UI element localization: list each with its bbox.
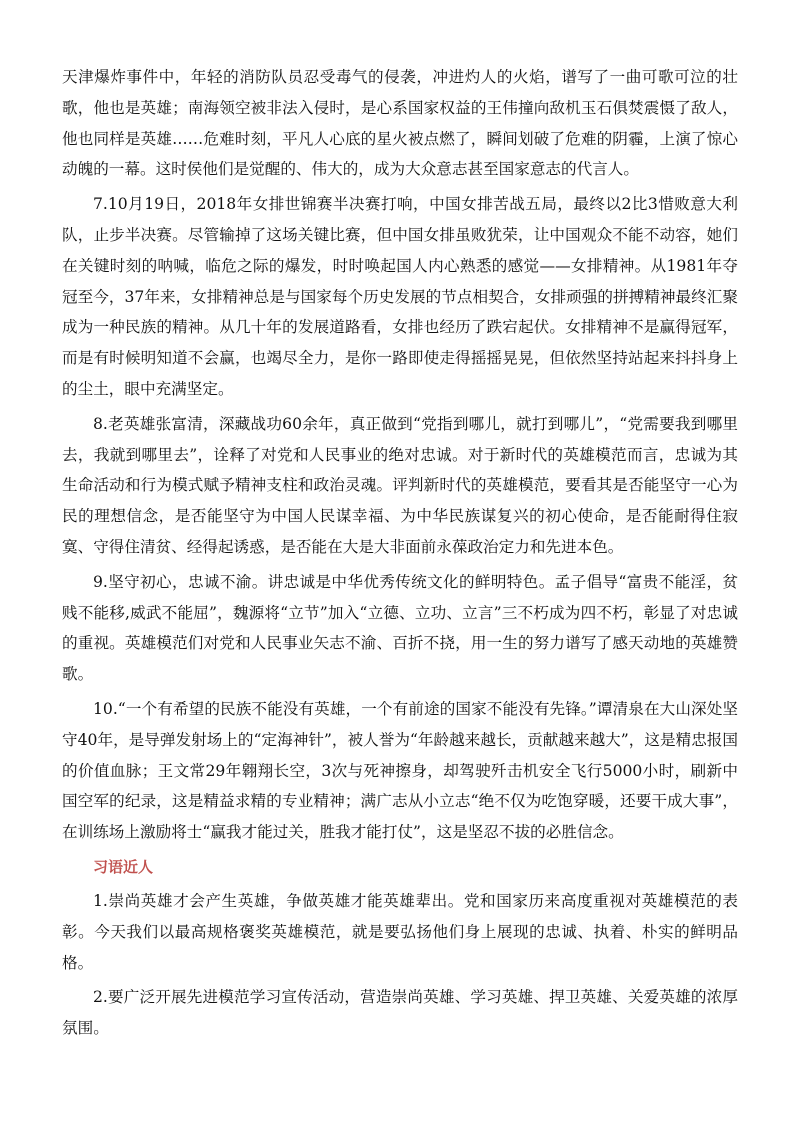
list-item-7: 7.10月19日，2018年女排世锦赛半决赛打响，中国女排苦战五局，最终以2比3惜败意大利队，止步半决赛。尽管输掉了这场关键比赛，但中国女排虽败犹荣，让中国观众不能不动容，她们在关键时刻的呐喊，临危之际的爆发，时时唤起国人内心熟悉的感觉——女排精神。从1981年夺冠至今，37年来，女排精神总是与国家每个历史发展的节点相契合，女排顽强的拼搏精神最终汇聚成为一种民族的精神。从几十年的发展道路看，女排也经历了跌宕起伏。女排精神不是赢得冠军，而是有时候明知道不会赢，也竭尽全力，是你一路即使走得摇摇晃晃，但依然坚持站起来抖抖身上的尘土，眼中充满坚定。 [62,195,738,398]
section-heading: 习语近人 [93,857,154,876]
section-item-1: 1.崇尚英雄才会产生英雄，争做英雄才能英雄辈出。党和国家历来高度重视对英雄模范的表彰。今天我们以最高规格褒奖英雄模范，就是要弘扬他们身上展现的忠诚、执着、朴实的鲜明品格。 [62,891,738,972]
document-page [62,62,738,1048]
section-item-2: 2.要广泛开展先进模范学习宣传活动，营造崇尚英雄、学习英雄、捍卫英雄、关爱英雄的浓厚氛围。 [62,988,738,1038]
list-item-9: 9.坚守初心，忠诚不渝。讲忠诚是中华优秀传统文化的鲜明特色。孟子倡导“富贵不能淫，贫贱不能移,威武不能屈”，魏源将“立节”加入“立德、立功、立言”三不朽成为四不朽，彰显了对忠诚的重视。英雄模范们对党和人民事业矢志不渝、百折不挠，用一生的努力谱写了感天动地的英雄赞歌。 [62,572,738,684]
list-item-8: 8.老英雄张富清，深藏战功60余年，真正做到“党指到哪儿，就打到哪儿”，“党需要我到哪里去，我就到哪里去”，诠释了对党和人民事业的绝对忠诚。对于新时代的英雄模范而言，忠诚为其生命活动和行为模式赋予精神支柱和政治灵魂。评判新时代的英雄模范，要看其是否能坚守一心为民的理想信念，是否能坚守为中国人民谋幸福、为中华民族谋复兴的初心使命，是否能耐得住寂寞、守得住清贫、经得起诱惑，是否能在大是大非面前永葆政治定力和先进本色。 [62,414,738,556]
list-item-10: 10.“一个有希望的民族不能没有英雄，一个有前途的国家不能没有先锋。”谭清泉在大山深处坚守40年，是导弹发射场上的“定海神针”，被人誉为“年龄越来越长，贡献越来越大”，这是精忠报国的价值血脉；王文常29年翱翔长空，3次与死神擦身，却驾驶歼击机安全飞行5000小时，刷新中国空军的纪录，这是精益求精的专业精神；满广志从小立志“绝不仅为吃饱穿暖，还要干成大事”，在训练场上激励将士“赢我才能过关，胜我才能打仗”，这是坚忍不拔的必胜信念。 [62,699,738,842]
intro-paragraph: 天津爆炸事件中，年轻的消防队员忍受毒气的侵袭，冲进灼人的火焰，谱写了一曲可歌可泣的壮歌，他也是英雄；南海领空被非法入侵时，是心系国家权益的王伟撞向敌机玉石俱焚震慑了敌人，他也同样是英雄……危难时刻，平凡人心底的星火被点燃了，瞬间划破了危难的阴霾，上演了惊心动魄的一幕。这时侯他们是觉醒的、伟大的，成为大众意志甚至国家意志的代言人。 [62,68,738,179]
